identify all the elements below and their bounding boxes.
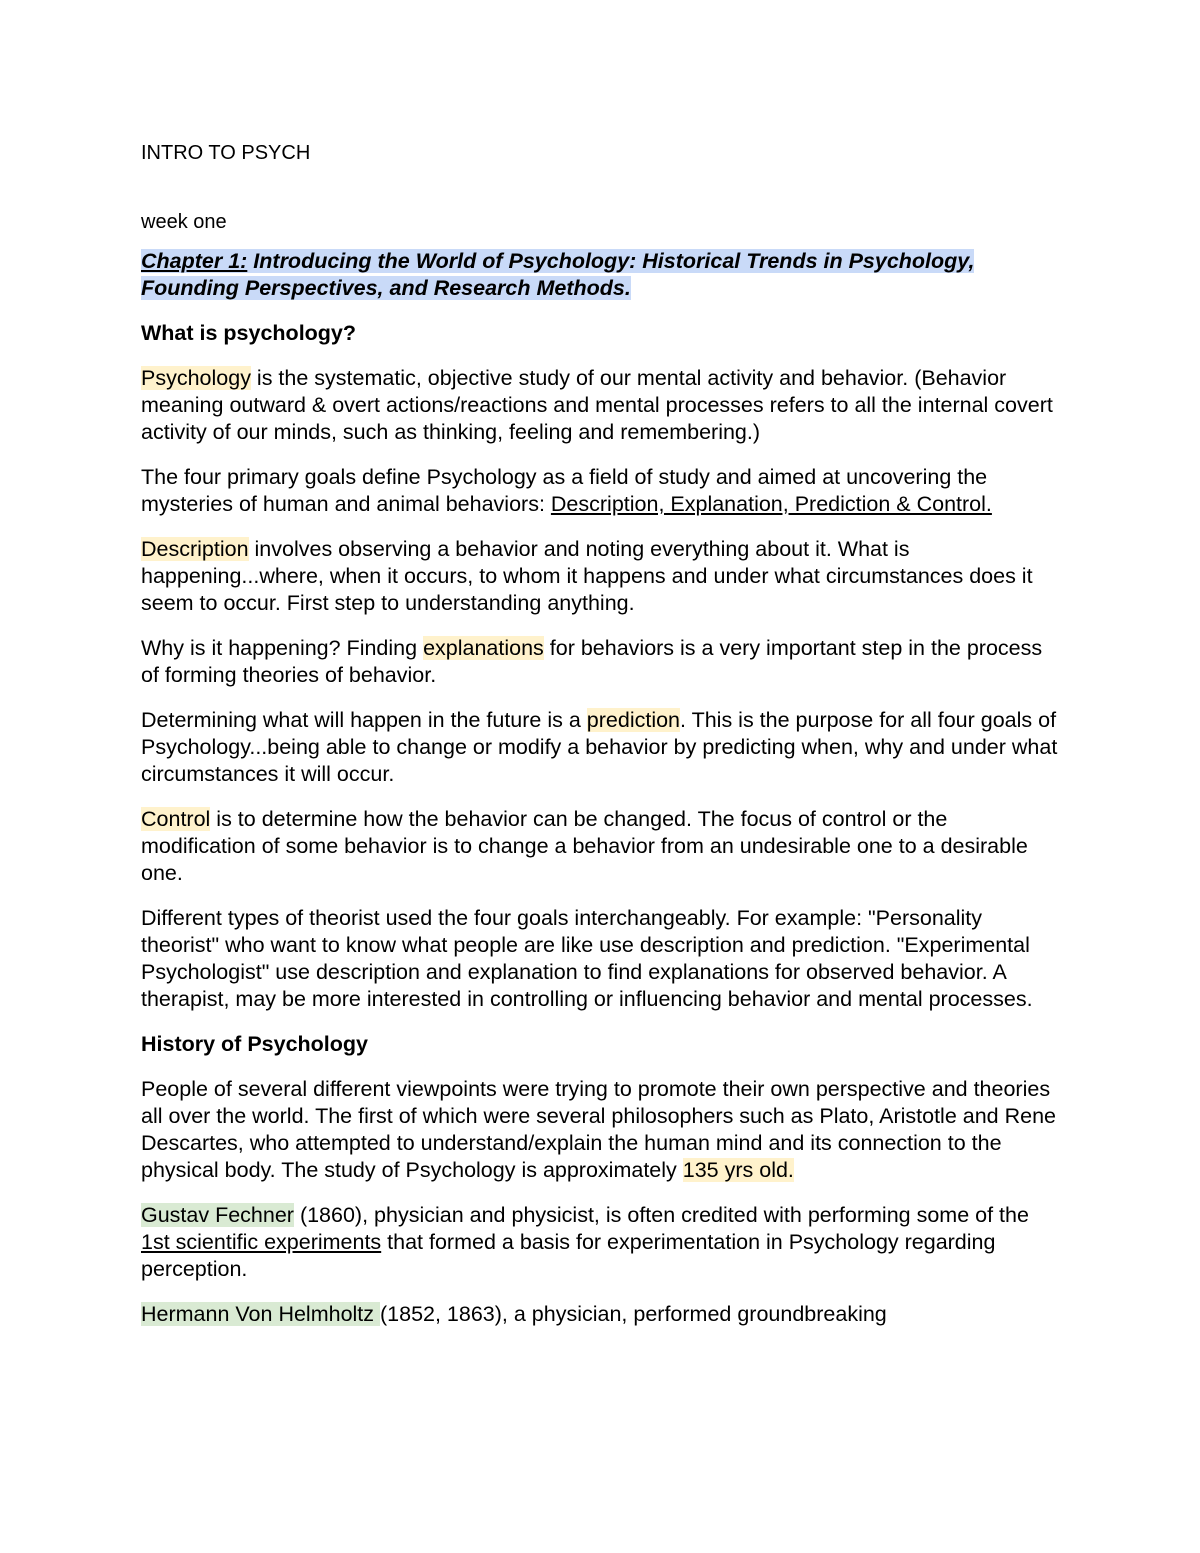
paragraph-history [141, 1076, 1061, 1184]
week-label: week one [141, 211, 227, 233]
paragraph-text: People of several different viewpoints were trying to promote their own perspective and theories all over the world. The first of which were several philosophers such as Plato, Aristotle and Rene Descartes, who attempted to understand/explain the human mind and its connection to the physical body. The study of Psychology is approximately [141, 1077, 1057, 1182]
document-title: INTRO TO PSYCH [141, 142, 311, 164]
paragraph-text: is to determine how the behavior can be changed. The focus of control or the modification of some behavior is to change a behavior from an undesirable one to a desirable one. [141, 807, 1028, 885]
section-heading-history: History of Psychology [141, 1032, 368, 1056]
chapter-title: Introducing the World of Psychology: Historical Trends in Psychology, Founding Perspectives, and Research Methods. [141, 249, 975, 300]
term-control: Control [141, 807, 211, 831]
section-heading-what-is-psychology: What is psychology? [141, 321, 357, 345]
term-explanations: explanations [423, 636, 544, 660]
chapter-label: Chapter 1: [141, 249, 248, 273]
paragraph-text: for behaviors is a very important step in the process of forming theories of behavior. [141, 636, 1043, 687]
name-fechner: Gustav Fechner [141, 1203, 294, 1227]
term-prediction: prediction [586, 708, 681, 732]
paragraph-explanation [141, 635, 1061, 689]
term-description: Description [141, 537, 249, 561]
paragraph-text: . This is the purpose for all four goals of Psychology...being able to change or modify a behavior by predicting when, why and under what circumstances it will occur. [141, 708, 1058, 786]
document-page [141, 140, 1061, 1346]
chapter-highlight [141, 249, 974, 300]
paragraph-text: (1860), physician and physicist, is often credited with performing some of the [293, 1203, 1029, 1227]
paragraph-text: involves observing a behavior and noting everything about it. What is happening...where, when it occurs, to whom it happens and under what circumstances does it seem to occur. First step to understanding anything. [141, 537, 1033, 615]
paragraph-description [141, 536, 1061, 617]
term-age: 135 yrs old. [682, 1158, 794, 1182]
paragraph-text: Why is it happening? Finding [141, 636, 424, 660]
goals-list: Description, Explanation, Prediction & Control. [550, 492, 992, 516]
paragraph-text: is the systematic, objective study of our mental activity and behavior. (Behavior meaning outward & overt actions/reactions and mental processes refers to all the internal covert activity of our minds, such as thinking, feeling and remembering.) [141, 366, 1053, 444]
paragraph-definition [141, 365, 1061, 446]
paragraph-text: The four primary goals define Psychology as a field of study and aimed at uncovering the mysteries of human and animal behaviors: [141, 465, 988, 516]
paragraph-text: that formed a basis for experimentation in Psychology regarding perception. [141, 1230, 996, 1281]
paragraph-theorists: Different types of theorist used the four goals interchangeably. For example: "Personality theorist" who want to know what people are like use description and prediction. "Experimental Psychologist" use description and explanation to find explanations for observed behavior. A therapist, may be more interested in controlling or influencing behavior and mental processes. [141, 906, 1033, 1011]
paragraph-text: (1852, 1863), a physician, performed groundbreaking [380, 1302, 887, 1326]
term-psychology: Psychology [141, 366, 251, 390]
paragraph-fechner [141, 1202, 1061, 1283]
paragraph-four-goals [141, 464, 1061, 518]
underlined-phrase: 1st scientific experiments [141, 1230, 382, 1254]
chapter-heading [141, 248, 1061, 302]
paragraph-helmholtz [141, 1301, 1061, 1328]
paragraph-text: Determining what will happen in the future is a [141, 708, 587, 732]
paragraph-prediction [141, 707, 1061, 788]
paragraph-control [141, 806, 1061, 887]
name-helmholtz: Hermann Von Helmholtz [141, 1302, 380, 1326]
